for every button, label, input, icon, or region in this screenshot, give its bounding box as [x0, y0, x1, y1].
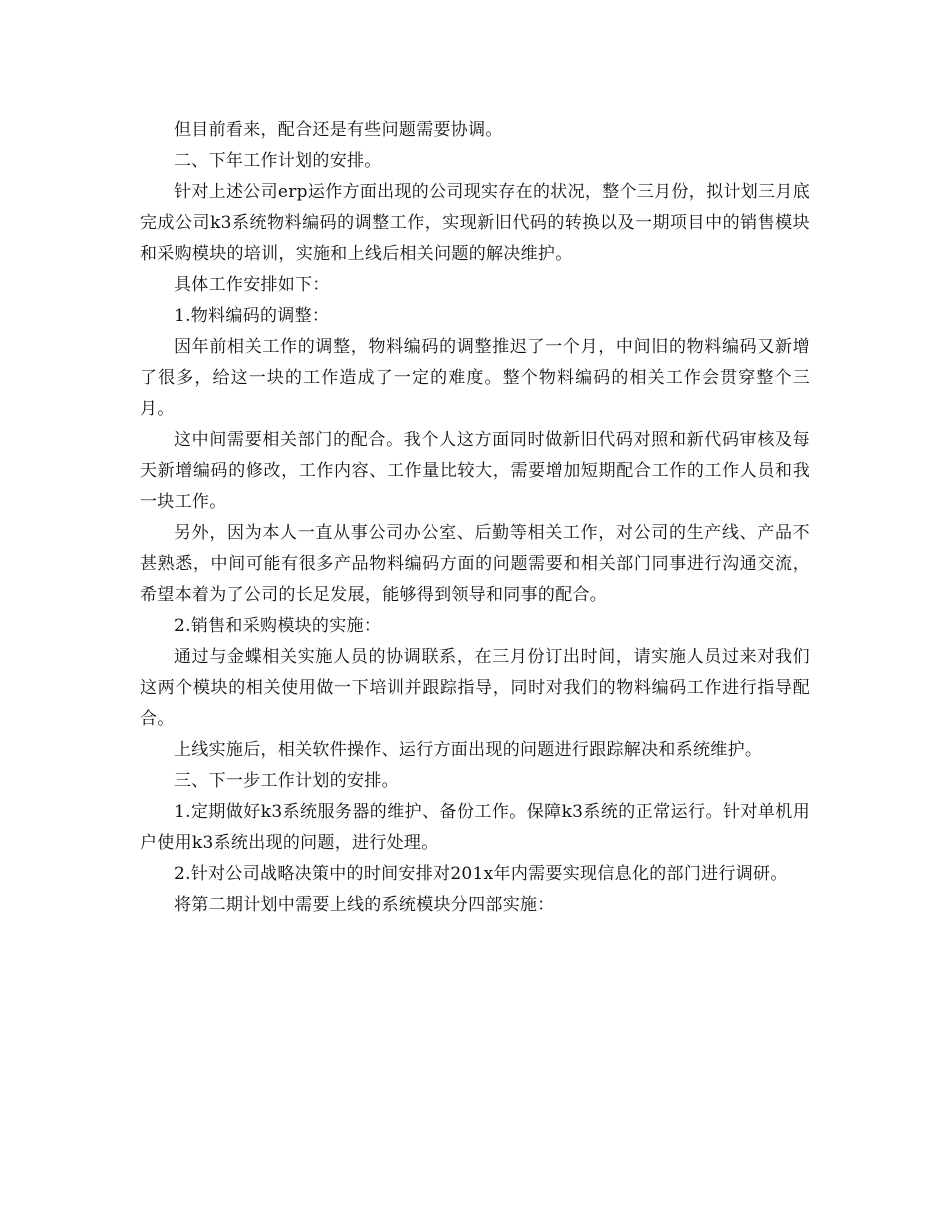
document-body	[140, 115, 810, 921]
section-heading: 二、下年工作计划的安排。	[174, 151, 382, 171]
paragraph: 2.针对公司战略决策中的时间安排对201x年内需要实现信息化的部门进行调研。	[174, 864, 788, 884]
paragraph: 另外，因为本人一直从事公司办公室、后勤等相关工作，对公司的生产线、产品不甚熟悉，中间可能有很多产品物料编码方面的问题需要和相关部门同事进行沟通交流，希望本着为了公司的长足发展，能够得到领导和同事的配合。	[140, 523, 810, 605]
paragraph: 因年前相关工作的调整，物料编码的调整推迟了一个月，中间旧的物料编码又新增了很多，给这一块的工作造成了一定的难度。整个物料编码的相关工作会贯穿整个三月。	[140, 337, 810, 419]
paragraph: 但目前看来，配合还是有些问题需要协调。	[174, 120, 503, 140]
section-heading: 三、下一步工作计划的安排。	[174, 771, 399, 791]
paragraph: 针对上述公司erp运作方面出现的公司现实存在的状况，整个三月份，拟计划三月底完成公司k3系统物料编码的调整工作，实现新旧代码的转换以及一期项目中的销售模块和采购模块的培训，实施和上线后相关问题的解决维护。	[140, 182, 810, 264]
paragraph: 这中间需要相关部门的配合。我个人这方面同时做新旧代码对照和新代码审核及每天新增编码的修改，工作内容、工作量比较大，需要增加短期配合工作的工作人员和我一块工作。	[140, 430, 810, 512]
paragraph: 1.定期做好k3系统服务器的维护、备份工作。保障k3系统的正常运行。针对单机用户使用k3系统出现的问题，进行处理。	[140, 802, 810, 853]
paragraph: 将第二期计划中需要上线的系统模块分四部实施：	[174, 895, 555, 915]
subsection-heading: 2.销售和采购模块的实施：	[174, 616, 382, 636]
paragraph: 具体工作安排如下：	[174, 275, 330, 295]
paragraph: 上线实施后，相关软件操作、运行方面出现的问题进行跟踪解决和系统维护。	[174, 740, 763, 760]
paragraph: 通过与金蝶相关实施人员的协调联系，在三月份订出时间，请实施人员过来对我们这两个模块的相关使用做一下培训并跟踪指导，同时对我们的物料编码工作进行指导配合。	[140, 647, 810, 729]
subsection-heading: 1.物料编码的调整：	[174, 306, 330, 326]
